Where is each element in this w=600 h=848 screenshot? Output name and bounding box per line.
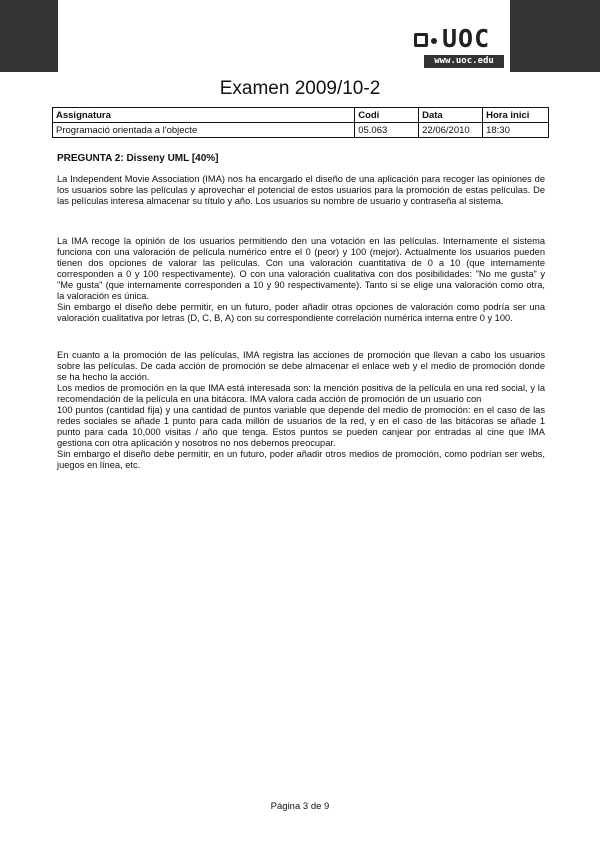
cell-start-time: 18:30 xyxy=(483,123,549,138)
logo-dot-icon xyxy=(431,38,437,44)
header-cell-subject: Assignatura xyxy=(53,108,355,123)
logo-square-icon xyxy=(414,33,428,47)
header-cell-date: Data xyxy=(419,108,483,123)
header-cell-code: Codi xyxy=(355,108,419,123)
page-number: Página 3 de 9 xyxy=(270,801,330,812)
header-corner-block-right xyxy=(510,0,600,72)
course-info-table xyxy=(52,107,549,138)
course-info-header-row xyxy=(53,108,549,123)
header-corner-block-left xyxy=(0,0,58,72)
question-paragraph-1: La Independent Movie Association (IMA) nos ha encargado el diseño de una aplicación para recoger las opiniones de los usuarios sobre las películas y aprovechar el potencial de estos usuarios para la promoción de estas películas. De las películas interesa almacenar su título y año. Los usuarios su nombre de usuario y contraseña al sistema. xyxy=(57,174,545,206)
logo-text: UOC xyxy=(442,24,491,53)
question-title: PREGUNTA 2: Disseny UML [40%] xyxy=(57,153,219,164)
cell-code: 05.063 xyxy=(355,123,419,138)
uoc-logo xyxy=(414,26,506,70)
question-paragraph-2: La IMA recoge la opinión de los usuarios permitiendo den una votación en las películas. Internamente el sistema funciona con una valoración de película numérico entre el 0 (peor) y 100 (mejor). Actualmente los usuarios pueden tienen dos opciones de valorar las películas. Con una valoración cuantitativa de 0 a 10 (que internamente corresponden a 0 y 100 respectivamente). O con una valoración cualitativa con dos posibilidades: "No me gusta" y "Me gusta" (que internamente corresponden a 10 y 90 respectivamente). Tanto si se elige una valoración como otra, la valoración es única. Sin embargo el diseño debe permitir, en un futuro, poder añadir otras opciones de valoración como podría ser una valoración cualitativa por letras (D, C, B, A) con su correspondiente correlación numérica interna entre 0 y 100. xyxy=(57,236,545,323)
course-info-value-row xyxy=(53,123,549,138)
logo-url: www.uoc.edu xyxy=(424,55,504,68)
header-cell-start-time: Hora inici xyxy=(483,108,549,123)
question-paragraph-3: En cuanto a la promoción de las películas, IMA registra las acciones de promoción que llevan a cabo los usuarios sobre las películas. De cada acción de promoción se debe almacenar el enlace web y el medio de promoción donde se ha hecho la acción. Los medios de promoción en la que IMA está interesada son: la mención positiva de la película en una red social, y la recomendación de la película en una bitácora. IMA valora cada acción de promoción de un usuario con 100 puntos (cantidad fija) y una cantidad de puntos variable que depende del medio de promoción: en el caso de las redes sociales se añade 1 punto para cada millón de usuarios de la red, y en el caso de las bitácoras se añade 1 punto para cada 10,000 visitas / año que tenga. Estos puntos se pueden canjear por entradas al cine que IMA gestiona con otra aplicación y nosotros no nos debemos preocupar. Sin embargo el diseño debe permitir, en un futuro, poder añadir otros medios de promoción, como podrían ser webs, juegos en línea, etc. xyxy=(57,350,545,470)
cell-subject: Programació orientada a l'objecte xyxy=(53,123,355,138)
cell-date: 22/06/2010 xyxy=(419,123,483,138)
exam-title: Examen 2009/10-2 xyxy=(219,78,381,99)
